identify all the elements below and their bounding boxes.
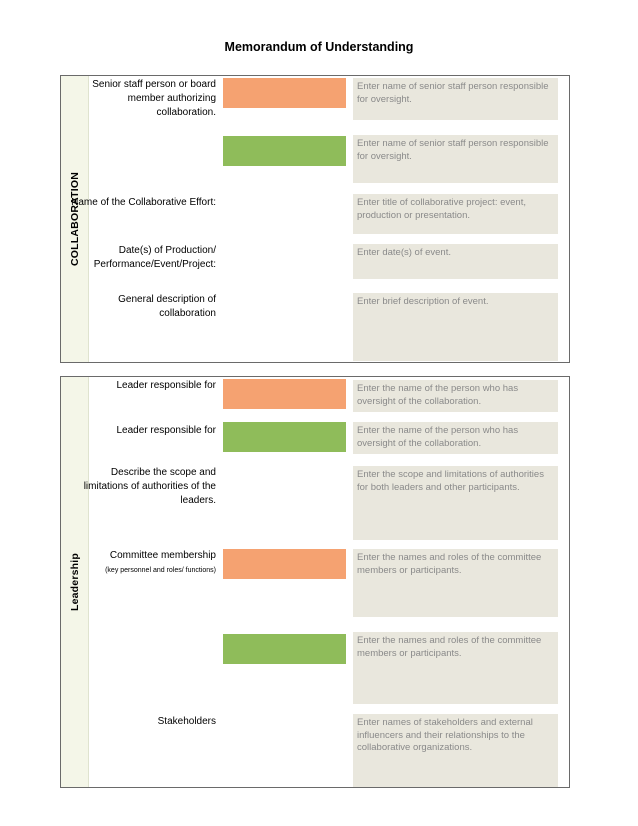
leadership-section <box>60 376 570 788</box>
senior-staff-label: Senior staff person or board member authorizing collaboration. <box>92 79 216 118</box>
leader-responsible-field-1[interactable]: Enter the name of the person who has oversight of the collaboration. <box>353 380 558 412</box>
committee-membership-title: Committee membership <box>109 550 216 561</box>
committee-membership-field-2[interactable]: Enter the names and roles of the committee members or participants. <box>353 632 558 704</box>
orange-color-swatch <box>223 549 346 579</box>
document-title: Memorandum of Understanding <box>224 40 414 54</box>
leader-scope-label: Describe the scope and limitations of authorities of the leaders. <box>83 467 216 506</box>
leader-responsible-label-1: Leader responsible for <box>116 380 216 391</box>
leader-responsible-field-2[interactable]: Enter the name of the person who has oversight of the collaboration. <box>353 422 558 454</box>
stakeholders-field[interactable]: Enter names of stakeholders and external influencers and their relationships to the collaborative organizations. <box>353 714 558 787</box>
committee-membership-sublabel: (key personnel and roles/ functions) <box>105 567 216 574</box>
green-color-swatch <box>223 136 346 166</box>
leader-scope-field[interactable]: Enter the scope and limitations of authorities for both leaders and other participants. <box>353 466 558 540</box>
orange-color-swatch <box>223 379 346 409</box>
senior-staff-field-1[interactable]: Enter name of senior staff person responsible for oversight. <box>353 78 558 120</box>
collaboration-description-label: General description of collaboration <box>118 294 216 319</box>
green-color-swatch <box>223 422 346 452</box>
committee-membership-field-1[interactable]: Enter the names and roles of the committee members or participants. <box>353 549 558 617</box>
stakeholders-label: Stakeholders <box>157 716 216 727</box>
senior-staff-field-2[interactable]: Enter name of senior staff person responsible for oversight. <box>353 135 558 183</box>
leadership-section-label: Leadership <box>68 552 81 612</box>
orange-color-swatch <box>223 78 346 108</box>
green-color-swatch <box>223 634 346 664</box>
collaborative-effort-name-label: Name of the Collaborative Effort: <box>71 197 216 208</box>
collaboration-section <box>60 75 570 363</box>
collaborative-effort-name-field[interactable]: Enter title of collaborative project: event, production or presentation. <box>353 194 558 234</box>
production-dates-label: Date(s) of Production/ Performance/Event/Project: <box>93 245 216 270</box>
leader-responsible-label-2: Leader responsible for <box>116 425 216 436</box>
collaboration-description-field[interactable]: Enter brief description of event. <box>353 293 558 361</box>
collaboration-section-label: COLLABORATION <box>68 172 81 266</box>
production-dates-field[interactable]: Enter date(s) of event. <box>353 244 558 279</box>
committee-membership-label <box>66 549 216 576</box>
